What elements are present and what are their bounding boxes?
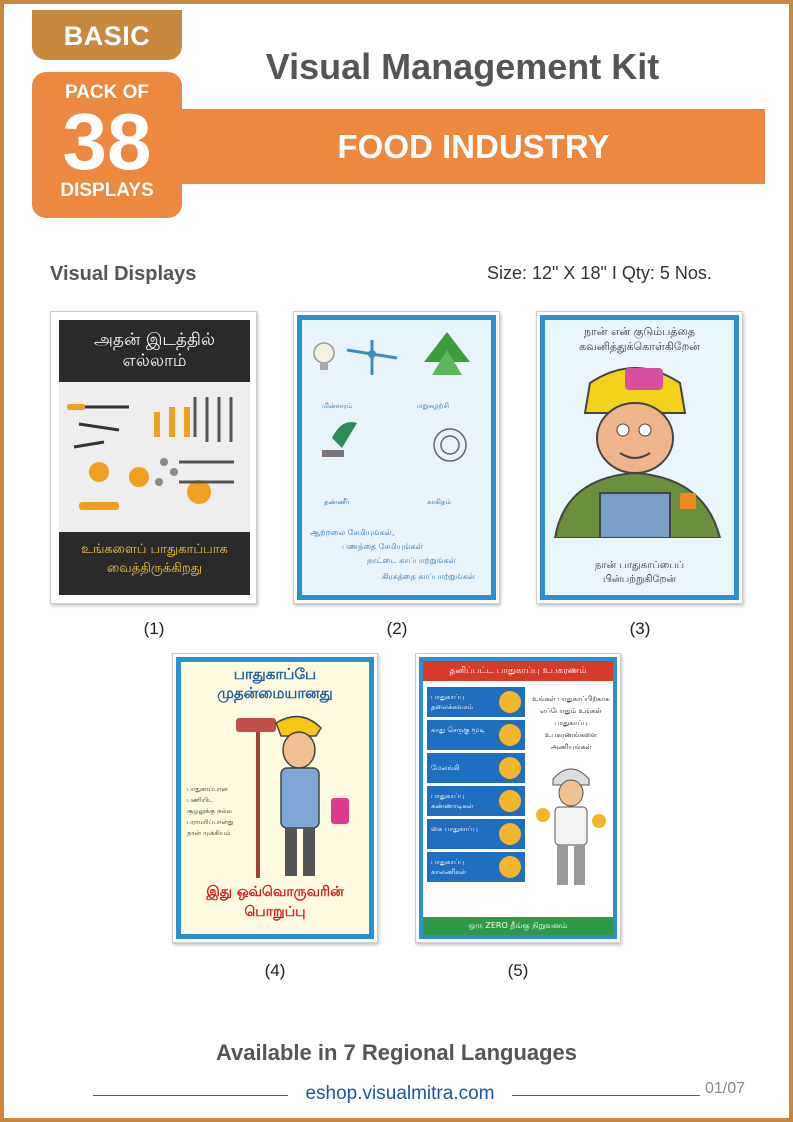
- label-electricity: மின்சாரம்: [322, 402, 353, 410]
- ppe-item-label: கை பாதுகாப்பு: [431, 825, 478, 833]
- basic-badge: BASIC: [32, 10, 182, 60]
- boot-icon: [499, 856, 521, 878]
- ppe-item-label: பாதுகாப்பு தலைக்கவசம்: [431, 693, 474, 711]
- pack-count-box: [32, 72, 182, 218]
- pack-top-label: PACK OF: [64, 82, 150, 103]
- poster-2-line-2: பணத்தை சேமியுங்கள்: [342, 542, 423, 551]
- caption-1: (1): [143, 619, 165, 638]
- poster-5-footer: ஒரு ZERO தீங்கு நிறுவனம்: [423, 917, 613, 935]
- languages-note: Available in 7 Regional Languages: [215, 1040, 578, 1065]
- ear-protection-icon: [499, 724, 521, 746]
- caption-4: (4): [264, 961, 286, 980]
- label-paper: காகிதம்: [427, 498, 452, 506]
- label-water: தண்ணீர்: [324, 498, 350, 506]
- pack-count: 38: [62, 97, 152, 186]
- list-item: [427, 753, 525, 783]
- poster-3: [536, 311, 743, 604]
- helmet-icon: [499, 691, 521, 713]
- footer-divider-right: [512, 1095, 700, 1096]
- ppe-item-label: மேலங்கி: [431, 764, 460, 772]
- shop-link[interactable]: eshop.visualmitra.com: [305, 1083, 495, 1104]
- glove-icon: [499, 823, 521, 845]
- list-item: [427, 852, 525, 882]
- caption-2: (2): [386, 619, 408, 638]
- list-item: [427, 819, 525, 849]
- ppe-item-label: பாதுகாப்பு காலணிகள்: [431, 858, 467, 876]
- industry-banner: FOOD INDUSTRY: [182, 109, 765, 184]
- size-info: Size: 12" X 18" I Qty: 5 Nos.: [487, 263, 712, 283]
- poster-5-heading: தனிப்பட்ட பாதுகாப்பு உபகரணம்: [423, 661, 613, 681]
- poster-4-side-text: பாதுகாப்பான பணியிட சூழலுக்கு நல்ல பராமரிப்பானது தான் முக்கியம்: [187, 785, 234, 837]
- ppe-item-label: பாதுகாப்பு கண்ணாடிகள்: [431, 792, 474, 810]
- poster-4-heading: பாதுகாப்பே முதன்மையானது: [217, 665, 333, 702]
- list-item: [427, 687, 525, 717]
- coverall-icon: [499, 757, 521, 779]
- caption-5: (5): [507, 961, 529, 980]
- ppe-worker-illustration: [531, 761, 611, 891]
- poster-2-line-3: நாட்டை காப்பாற்றுங்கள்: [367, 556, 457, 565]
- poster-4: [172, 653, 378, 943]
- poster-2: [293, 311, 500, 604]
- poster-3-heading: நான் என் குடும்பத்தை கவனித்துக்கொள்கிறேன்: [579, 325, 700, 353]
- caption-3: (3): [629, 619, 651, 638]
- tools-image: [59, 382, 250, 532]
- ppe-list: [427, 687, 525, 885]
- poster-2-line-4: கிரகத்தை காப்பாற்றுங்கள்: [382, 572, 476, 581]
- poster-1-heading: அதன் இடத்தில் எல்லாம்: [59, 320, 250, 382]
- poster-4-footer: இது ஒவ்வொருவரின் பொறுப்பு: [206, 884, 344, 920]
- poster-3-footer: நான் பாதுகாப்பைப் பின்பற்றுகிறேன்: [594, 560, 685, 585]
- page-title: Visual Management Kit: [265, 46, 660, 87]
- list-item: [427, 786, 525, 816]
- footer-divider-left: [93, 1095, 288, 1096]
- ppe-item-label: காது செருகு மூடி: [431, 726, 485, 734]
- poster-2-line-1: ஆற்றலை சேமியுங்கள்,: [310, 528, 395, 537]
- poster-5-right-text: உங்கள் பாதுகாப்பிற்காக எப்போதும் உங்கள் பாதுகாப்பு உபகரணங்களை அணியுங்கள்: [532, 695, 610, 751]
- goggles-icon: [499, 790, 521, 812]
- poster-1-footer: உங்களைப் பாதுகாப்பாக வைத்திருக்கிறது: [59, 532, 250, 595]
- pack-bottom-label: DISPLAYS: [60, 180, 154, 201]
- poster-1: [50, 311, 257, 604]
- worker-illustration: [545, 358, 734, 538]
- label-recycle: மறுசுழற்சி: [417, 402, 449, 410]
- page-number: 01/07: [705, 1080, 746, 1097]
- section-title: Visual Displays: [50, 263, 197, 285]
- poster-5: [415, 653, 621, 943]
- list-item: [427, 720, 525, 750]
